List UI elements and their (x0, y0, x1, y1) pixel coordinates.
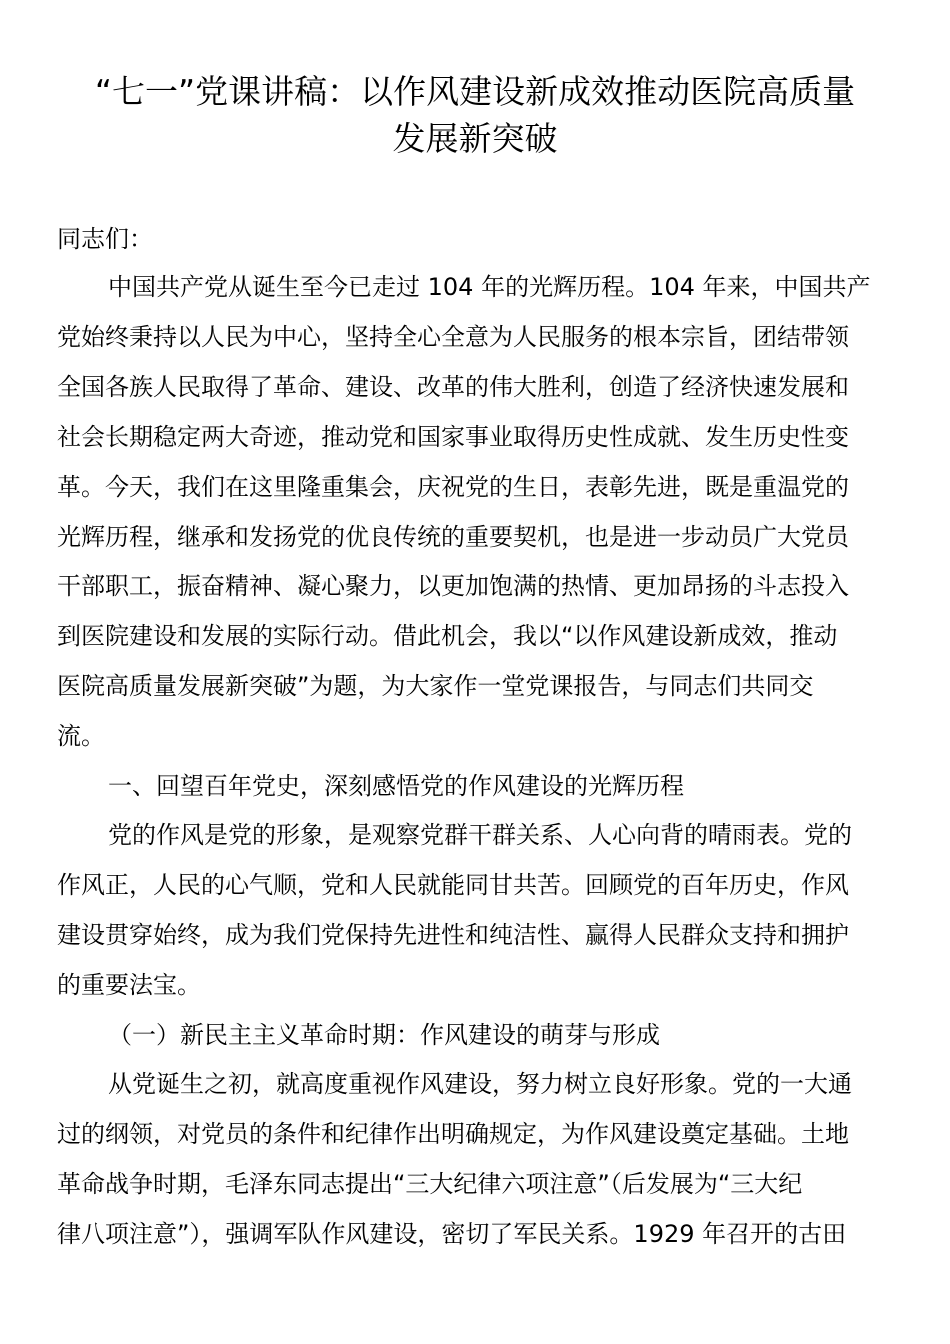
document-title-line-1: “七一”党课讲稿：以作风建设新成效推动医院高质量 (94, 72, 856, 111)
document-title-line-2: 发展新突破 (392, 119, 558, 158)
subsection-heading-1: （一）新民主主义革命时期：作风建设的萌芽与形成 (108, 1021, 660, 1049)
salutation: 同志们： (57, 225, 153, 253)
paragraph-line: 律八项注意”），强调军队作风建设，密切了军民关系。1929 年召开的古田 (57, 1220, 847, 1248)
paragraph-line: 社会长期稳定两大奇迹，推动党和国家事业取得历史性成就、发生历史性变 (57, 423, 849, 451)
paragraph-line: 作风正，人民的心气顺，党和人民就能同甘共苦。回顾党的百年历史，作风 (57, 871, 849, 899)
paragraph-line: 光辉历程，继承和发扬党的优良传统的重要契机，也是进一步动员广大党员 (57, 523, 849, 551)
paragraph-line: 全国各族人民取得了革命、建设、改革的伟大胜利，创造了经济快速发展和 (57, 373, 849, 401)
paragraph-line: 流。 (57, 722, 105, 750)
section-heading-1: 一、回望百年党史，深刻感悟党的作风建设的光辉历程 (108, 772, 684, 800)
paragraph-line: 建设贯穿始终，成为我们党保持先进性和纯洁性、赢得人民群众支持和拥护 (57, 921, 849, 949)
paragraph-line: 到医院建设和发展的实际行动。借此机会，我以“以作风建设新成效，推动 (57, 622, 838, 650)
paragraph-line: 革。今天，我们在这里隆重集会，庆祝党的生日，表彰先进，既是重温党的 (57, 473, 849, 501)
paragraph-line: 医院高质量发展新突破”为题，为大家作一堂党课报告，与同志们共同交 (57, 672, 814, 700)
paragraph-line: 革命战争时期，毛泽东同志提出“三大纪律六项注意”（后发展为“三大纪 (57, 1170, 803, 1198)
paragraph-line: 的重要法宝。 (57, 971, 201, 999)
paragraph-line: 过的纲领，对党员的条件和纪律作出明确规定，为作风建设奠定基础。土地 (57, 1120, 849, 1148)
paragraph-line: 党的作风是党的形象，是观察党群干群关系、人心向背的晴雨表。党的 (108, 821, 852, 849)
paragraph-line: 干部职工，振奋精神、凝心聚力，以更加饱满的热情、更加昂扬的斗志投入 (57, 572, 849, 600)
paragraph-line: 党始终秉持以人民为中心，坚持全心全意为人民服务的根本宗旨，团结带领 (57, 323, 849, 351)
paragraph-line: 中国共产党从诞生至今已走过 104 年的光辉历程。104 年来，中国共产 (108, 273, 871, 301)
paragraph-line: 从党诞生之初，就高度重视作风建设，努力树立良好形象。党的一大通 (108, 1070, 852, 1098)
